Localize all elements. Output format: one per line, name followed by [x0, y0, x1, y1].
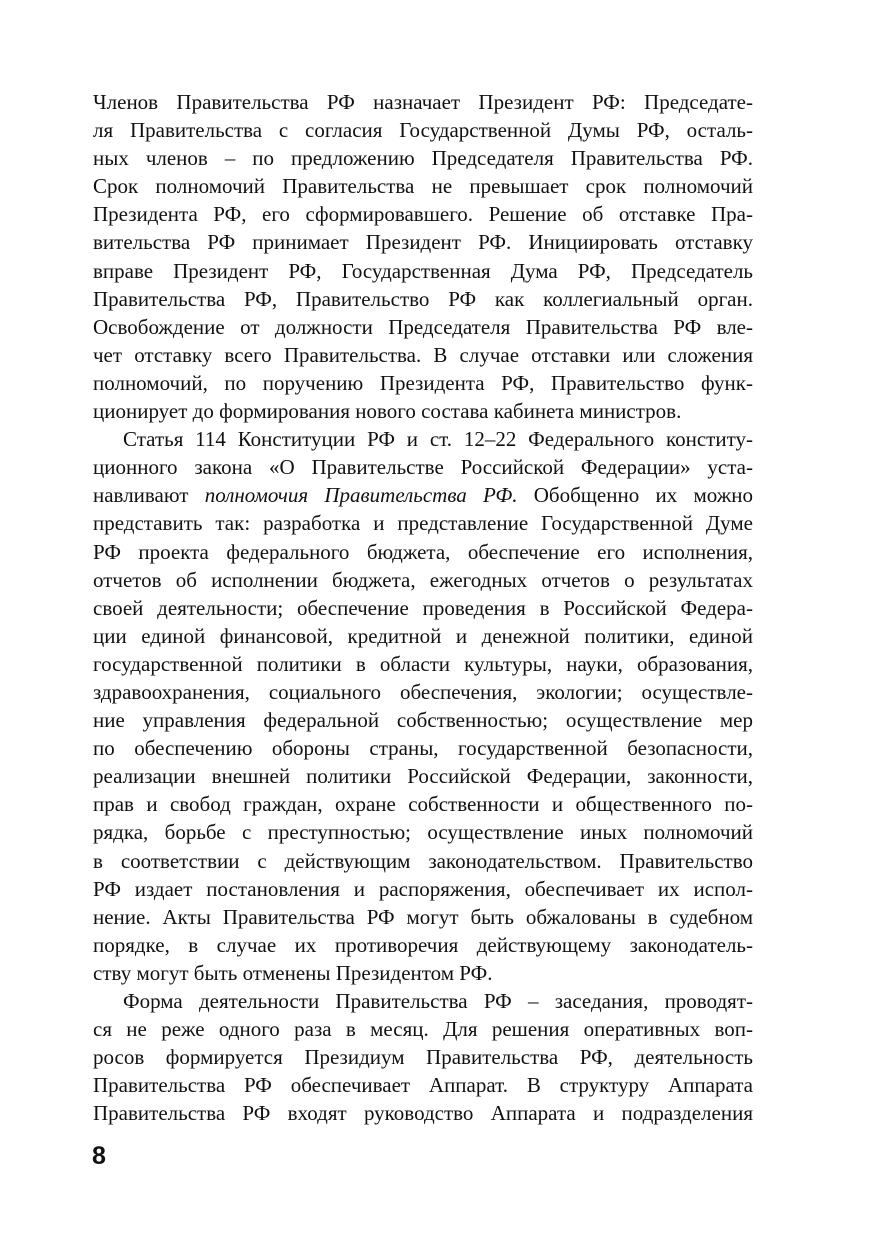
text-line: ля Правительства с согласия Государственной Думы РФ, осталь-: [93, 118, 753, 143]
text-line: государственной политики в области культуры, науки, образования,: [93, 651, 753, 676]
italic-term: полномочия Правительства РФ.: [204, 483, 518, 508]
text-line: вправе Президент РФ, Государственная Дума РФ, Председатель: [93, 258, 753, 283]
page-body: [93, 88, 753, 1127]
text-line: отчетов об исполнении бюджета, ежегодных отчетов о результатах: [93, 567, 753, 592]
text-line: Правительства РФ обеспечивает Аппарат. В структуру Аппарата: [93, 1073, 753, 1098]
text-line: Членов Правительства РФ назначает Президент РФ: Председате-: [93, 90, 753, 114]
text-line: ние управления федеральной собственностью; осуществление мер: [93, 708, 753, 733]
text-line: в соответствии с действующим законодательством. Правительство: [93, 848, 753, 873]
text-line: своей деятельности; обеспечение проведения в Российской Федера-: [93, 595, 753, 620]
paragraph-government-powers: [93, 425, 753, 987]
text-line: представить так: разработка и представление Государственной Думе: [93, 511, 753, 536]
paragraph-government-activity: [93, 987, 753, 1127]
page-number: 8: [92, 1142, 106, 1170]
text-run: навливают: [93, 483, 205, 508]
text-line: ся не реже одного раза в месяц. Для решения оперативных воп-: [93, 1017, 753, 1042]
text-line: реализации внешней политики Российской Федерации, законности,: [93, 764, 753, 789]
text-line: рядка, борьбе с преступностью; осуществление иных полномочий: [93, 820, 753, 845]
text-line: здравоохранения, социального обеспечения, экологии; осуществле-: [93, 679, 753, 704]
text-line: Президента РФ, его сформировавшего. Решение об отставке Пра-: [93, 202, 753, 227]
text-line: Форма деятельности Правительства РФ – заседания, проводят-: [123, 989, 753, 1013]
text-line: Освобождение от должности Председателя Правительства РФ вле-: [93, 314, 753, 339]
text-line: по обеспечению обороны страны, государственной безопасности,: [93, 736, 753, 761]
text-line: Срок полномочий Правительства не превышает срок полномочий: [93, 174, 753, 199]
text-line: вительства РФ принимает Президент РФ. Инициировать отставку: [93, 230, 753, 255]
text-line-with-italic: [93, 481, 753, 509]
paragraph-government-formation: [93, 88, 753, 425]
text-line: Правительства РФ, Правительство РФ как коллегиальный орган.: [93, 286, 753, 311]
text-line: Статья 114 Конституции РФ и ст. 12–22 Федерального конститу-: [123, 427, 753, 452]
text-line: прав и свобод граждан, охране собственности и общественного по-: [93, 792, 753, 817]
text-run: Обобщенно их можно: [517, 483, 753, 508]
text-line: ных членов – по предложению Председателя Правительства РФ.: [93, 146, 753, 171]
text-line: РФ проекта федерального бюджета, обеспечение его исполнения,: [93, 539, 753, 564]
text-line: ционирует до формирования нового состава кабинета министров.: [93, 399, 682, 424]
text-line: росов формируется Президиум Правительства РФ, деятельность: [93, 1045, 753, 1070]
text-line: ционного закона «О Правительстве Российской Федерации» уста-: [93, 455, 753, 480]
text-line: нение. Акты Правительства РФ могут быть обжалованы в судебном: [93, 904, 753, 929]
text-line: полномочий, по поручению Президента РФ, Правительство функ-: [93, 370, 753, 395]
text-line: ции единой финансовой, кредитной и денежной политики, единой: [93, 623, 753, 648]
text-line: порядке, в случае их противоречия действующему законодатель-: [93, 932, 753, 957]
text-line: Правительства РФ входят руководство Аппарата и подразделения: [93, 1101, 753, 1126]
text-line: ству могут быть отменены Президентом РФ.: [93, 960, 493, 985]
text-line: чет отставку всего Правительства. В случае отставки или сложения: [93, 342, 753, 367]
text-line: РФ издает постановления и распоряжения, обеспечивает их испол-: [93, 876, 753, 901]
